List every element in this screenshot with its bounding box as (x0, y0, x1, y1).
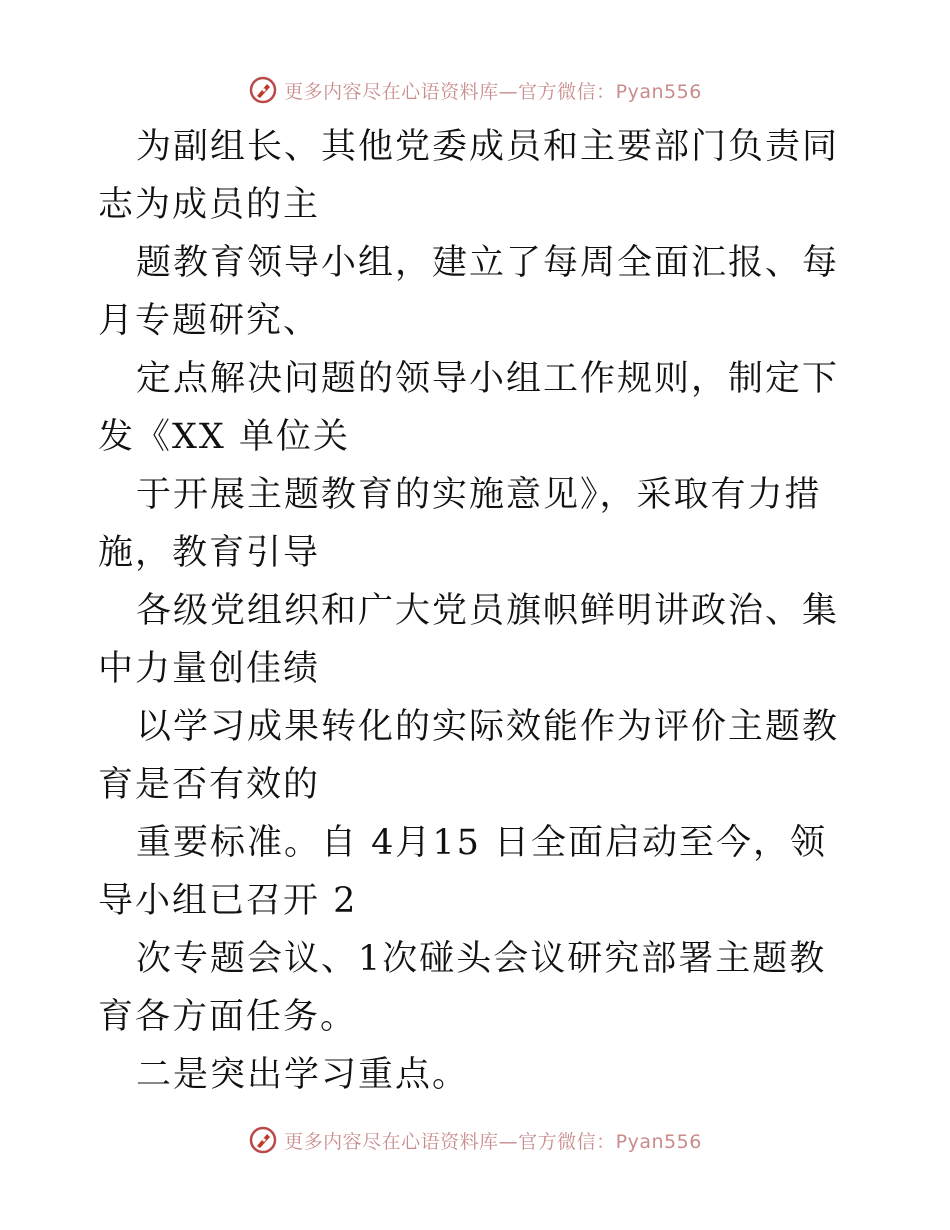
paragraph: 次专题会议、1次碰头会议研究部署主题教育各方面任务。 (98, 939, 827, 1037)
paragraph: 以学习成果转化的实际效能作为评价主题教育是否有效的 (98, 707, 840, 805)
header-watermark (0, 70, 950, 110)
paragraph: 题教育领导小组，建立了每周全面汇报、每月专题研究、 (98, 243, 840, 341)
paragraph: 二是突出学习重点。 (136, 1055, 470, 1095)
document-body (98, 118, 858, 1104)
watermark-text: 更多内容尽在心语资料库—官方微信：Pyan556 (284, 1130, 702, 1153)
paragraph: 各级党组织和广大党员旗帜鲜明讲政治、集中力量创佳绩 (98, 591, 840, 689)
watermark-group (248, 1125, 702, 1155)
paragraph: 于开展主题教育的实施意见》，采取有力措施，教育引导 (98, 475, 822, 573)
paragraph: 重要标准。自 4月15 日全面启动至今，领导小组已召开 2 (98, 823, 828, 921)
pen-nib-circle-icon (248, 75, 278, 105)
watermark-group (248, 75, 702, 105)
pen-nib-circle-icon (248, 1125, 278, 1155)
watermark-text: 更多内容尽在心语资料库—官方微信：Pyan556 (284, 80, 702, 103)
paragraph: 为副组长、其他党委成员和主要部门负责同志为成员的主 (98, 127, 840, 225)
footer-watermark (0, 1120, 950, 1160)
paragraph: 定点解决问题的领导小组工作规则，制定下发《XX 单位关 (98, 359, 840, 457)
